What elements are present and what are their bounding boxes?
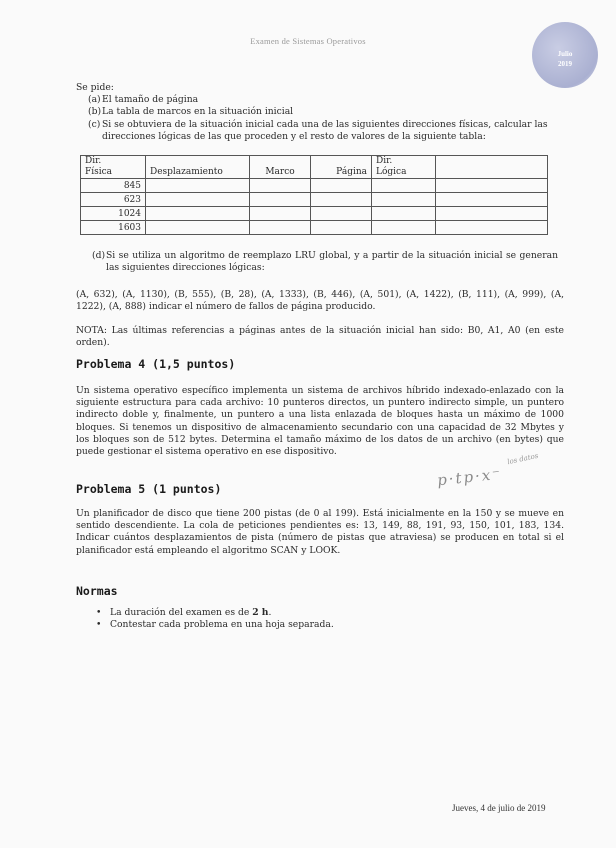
se-pide-intro: Se pide: (76, 82, 114, 93)
cell-fisica: 623 (81, 193, 146, 207)
problema-5-text: Un planificador de disco que tiene 200 pistas (de 0 al 199). Está inicialmente en la 150 y se mueve en sentido descendiente. La cola de peticiones pendientes es: 13, 149, 88, 191, 93, 150, 101, 183, 134. Indicar cuántos desplazamientos de pista (número de pistas que atraviesa) se producen en total si el planificador está empleando el algoritmo SCAN y LOOK. (76, 508, 564, 556)
problema-4-title: Problema 4 (1,5 puntos) (76, 357, 236, 371)
nota: NOTA: Las últimas referencias a páginas antes de la situación inicial han sido: B0, A1, A0 (en este orden). (76, 325, 564, 349)
col-extra (436, 156, 548, 179)
problema-5-title: Problema 5 (1 puntos) (76, 482, 222, 496)
col-pagina: Página (311, 156, 372, 179)
col-dir-fisica: Dir. Física (81, 156, 146, 179)
badge-month: Julio (557, 50, 573, 58)
list-item: • La duración del examen es de 2 h. (96, 607, 584, 619)
normas-list (96, 607, 584, 631)
cell-fisica: 1603 (81, 221, 146, 235)
address-table (80, 155, 548, 235)
col-desplazamiento: Desplazamiento (146, 156, 250, 179)
problema-4-text: Un sistema operativo específico implementa un sistema de archivos híbrido indexado-enlazado con la siguiente estructura para cada archivo: 10 punteros directos, un puntero indirecto simple, un puntero indirecto doble y, finalmente, un puntero a una lista enlazada de bloques hasta un máximo de 1000 bloques. Si tenemos un dispositivo de almacenamiento secundario con una capacidad de 32 Mbytes y los bloques son de 512 bytes. Determina el tamaño máximo de los datos de un archivo (en bytes) que puede gestionar el sistema operativo en ese dispositivo. (76, 385, 564, 458)
list-item: (b) La tabla de marcos en la situación inicial (88, 106, 294, 118)
table-row (81, 221, 548, 235)
handwritten-note: p·tp·x⁻ (436, 464, 503, 490)
table-row (81, 179, 548, 193)
table-header-row (81, 156, 548, 179)
col-marco: Marco (250, 156, 311, 179)
table-row (81, 193, 548, 207)
badge-year: 2019 (558, 60, 572, 68)
col-dir-logica: Dir. Lógica (372, 156, 436, 179)
cell-fisica: 1024 (81, 207, 146, 221)
se-pide-section (76, 82, 564, 143)
list-item: (c) Si se obtuviera de la situación inicial cada una de las siguientes direcciones físicas, calcular las direcciones lógicas de las que proceden y el resto de valores de la siguiente tabla: (88, 118, 548, 142)
list-item: • Contestar cada problema en una hoja separada. (96, 619, 584, 631)
page-footer: Jueves, 4 de julio de 2019 (452, 803, 546, 813)
cell-fisica: 845 (81, 179, 146, 193)
handwritten-note: los datos (506, 451, 540, 467)
logical-references: (A, 632), (A, 1130), (B, 555), (B, 28), (A, 1333), (B, 446), (A, 501), (A, 1422), (B, 111), (A, 999), (A, 1222), (A, 888) indicar el número de fallos de página producido. (76, 289, 564, 313)
list-item: (a) El tamaño de página (88, 94, 199, 106)
normas-title: Normas (76, 584, 118, 598)
item-d: (d) Si se utiliza un algoritmo de reemplazo LRU global, y a partir de la situación inicial se generan las siguientes direcciones lógicas: (92, 250, 558, 274)
date-badge (532, 22, 598, 88)
page-header: Examen de Sistemas Operativos (250, 36, 366, 46)
table-row (81, 207, 548, 221)
